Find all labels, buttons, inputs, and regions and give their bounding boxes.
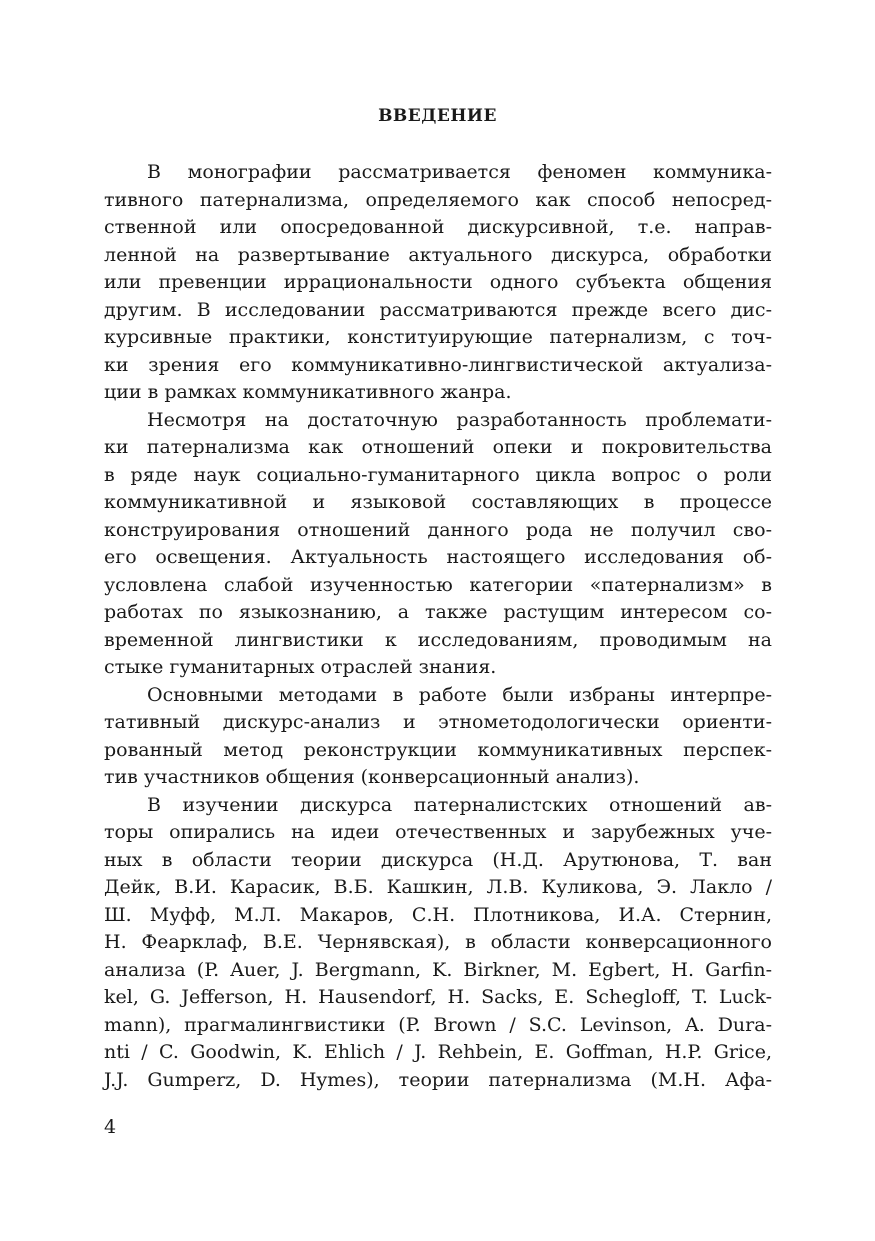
body-text bbox=[104, 159, 772, 1094]
paragraph bbox=[104, 159, 772, 407]
paragraph bbox=[104, 682, 772, 792]
text-line: ки патернализма как отношений опеки и покровительства bbox=[104, 436, 772, 458]
text-line: в ряде наук социально-гуманитарного цикла вопрос о роли bbox=[104, 463, 772, 486]
text-line: торы опирались на идеи отечественных и зарубежных уче- bbox=[104, 821, 772, 843]
text-line: mann), прагмалингвистики (P. Brown / S.C. Levinson, A. Dura- bbox=[104, 1013, 772, 1036]
text-line: курсивные практики, конституирующие патернализм, с точ- bbox=[104, 326, 772, 348]
text-line: Дейк, В.И. Карасик, В.Б. Кашкин, Л.В. Куликова, Э. Лакло / bbox=[104, 876, 772, 898]
text-line: работах по языкознанию, а также растущим интересом со- bbox=[104, 601, 772, 623]
text-line: коммуникативной и языковой составляющих в процессе bbox=[104, 491, 772, 513]
text-line: временной лингвистики к исследованиям, проводимым на bbox=[104, 628, 772, 651]
text-line: его освещения. Актуальность настоящего исследования об- bbox=[104, 546, 772, 568]
text-line: стыке гуманитарных отраслей знания. bbox=[104, 656, 497, 678]
text-line: рованный метод реконструкции коммуникативных перспек- bbox=[104, 738, 772, 761]
text-line: Н. Феарклаф, В.Е. Чернявская), в области конверсационного bbox=[104, 931, 772, 953]
text-line: ции в рамках коммуникативного жанра. bbox=[104, 381, 512, 403]
text-line: условлена слабой изученностью категории «патернализм» в bbox=[104, 573, 772, 596]
text-line: ных в области теории дискурса (Н.Д. Арутюнова, Т. ван bbox=[104, 848, 772, 871]
text-line: или превенции иррациональности одного субъекта общения bbox=[104, 271, 772, 293]
chapter-heading: ВВЕДЕНИЕ bbox=[378, 106, 497, 126]
text-line: ки зрения его коммуникативно-лингвистической актуализа- bbox=[104, 353, 772, 376]
text-line: другим. В исследовании рассматриваются прежде всего дис- bbox=[104, 298, 772, 321]
text-line: тив участников общения (конверсационный анализ). bbox=[104, 766, 640, 788]
text-line: kel, G. Jefferson, H. Hausendorf, H. Sacks, E. Schegloff, T. Luck- bbox=[104, 986, 772, 1008]
text-line: Несмотря на достаточную разработанность проблемати- bbox=[147, 408, 772, 431]
text-line: тивного патернализма, определяемого как способ непосред- bbox=[104, 188, 772, 211]
text-line: ственной или опосредованной дискурсивной, т.е. направ- bbox=[104, 216, 772, 238]
text-line: В монографии рассматривается феномен коммуника- bbox=[147, 161, 772, 183]
paragraph bbox=[104, 407, 772, 682]
text-line: Ш. Муфф, М.Л. Макаров, С.Н. Плотникова, И.А. Стернин, bbox=[104, 903, 772, 926]
text-line: ленной на развертывание актуального дискурса, обработки bbox=[104, 243, 772, 266]
paragraph bbox=[104, 792, 772, 1095]
text-line: анализа (P. Auer, J. Bergmann, K. Birkner, M. Egbert, H. Garfin- bbox=[104, 958, 772, 981]
text-line: тативный дискурс-анализ и этнометодологически ориенти- bbox=[104, 711, 772, 733]
text-line: nti / C. Goodwin, K. Ehlich / J. Rehbein, E. Goffman, H.P. Grice, bbox=[104, 1041, 772, 1063]
text-line: В изучении дискурса патерналистских отношений ав- bbox=[147, 793, 772, 816]
text-line: Основными методами в работе были избраны интерпре- bbox=[147, 683, 772, 706]
page-number: 4 bbox=[104, 1116, 117, 1138]
text-line: J.J. Gumperz, D. Hymes), теории патернализма (М.Н. Афа- bbox=[104, 1068, 772, 1091]
text-line: конструирования отношений данного рода не получил сво- bbox=[104, 518, 772, 541]
